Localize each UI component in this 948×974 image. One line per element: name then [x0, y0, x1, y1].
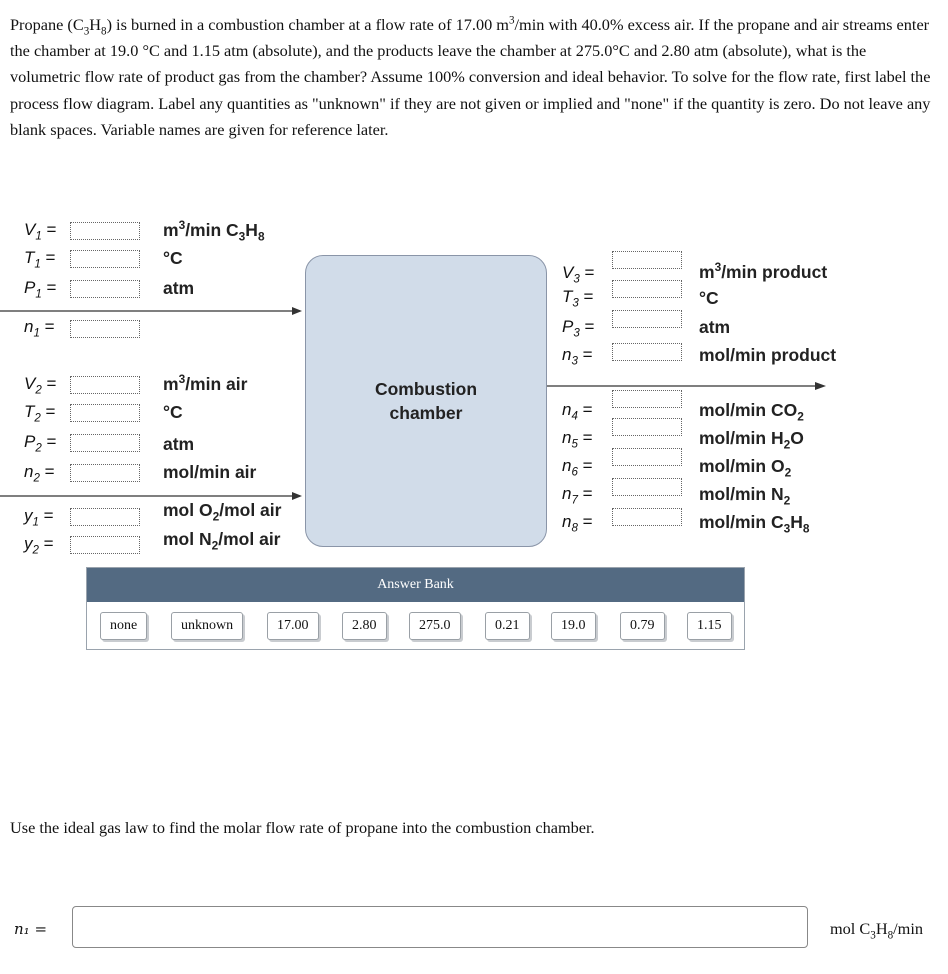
chip-none[interactable]: none [100, 612, 147, 640]
slot-y2[interactable] [70, 536, 140, 554]
var-n5: $n_5$ = [562, 428, 593, 451]
unit-T1: °C [163, 248, 183, 268]
var-P2: $P_2$ = [24, 432, 57, 455]
slot-P2[interactable] [70, 434, 140, 452]
instruction-text: Use the ideal gas law to find the molar flow rate of propane into the combustion chamber. [10, 818, 595, 837]
unit-P2: atm [163, 434, 195, 454]
slot-V3[interactable] [612, 251, 682, 269]
chamber-label-line1: Combustion [374, 379, 478, 399]
slot-n6[interactable] [612, 448, 682, 466]
chip-17-00[interactable]: 17.00 [267, 612, 319, 640]
slot-n5[interactable] [612, 418, 682, 436]
var-T2: $T_2$ = [24, 402, 56, 425]
slot-y1[interactable] [70, 508, 140, 526]
var-n1: $n_1$ = [24, 317, 55, 340]
unit-P1: atm [163, 278, 195, 298]
air-feed-arrowhead [292, 492, 302, 500]
var-y2: $y_2$ = [24, 534, 54, 557]
var-y1: $y_1$ = [24, 506, 54, 529]
slot-n3[interactable] [612, 343, 682, 361]
slot-n2[interactable] [70, 464, 140, 482]
chip-1-15[interactable]: 1.15 [687, 612, 732, 640]
var-T1: $T_1$ = [24, 248, 56, 271]
slot-V1[interactable] [70, 222, 140, 240]
var-V3: $V_3$ = [562, 263, 595, 286]
var-n3: $n_3$ = [562, 345, 593, 368]
unit-n8: mol/min $C_3H_8$ [699, 512, 810, 536]
unit-V3: $m^3/\min$ product [699, 260, 828, 282]
chip-275-0[interactable]: 275.0 [409, 612, 461, 640]
chip-0-21[interactable]: 0.21 [485, 612, 530, 640]
chamber-label-line2: chamber [389, 403, 463, 423]
unit-y2: mol $N_2$/mol air [163, 529, 281, 553]
var-n8: $n_8$ = [562, 512, 593, 535]
slot-T1[interactable] [70, 250, 140, 268]
var-P3: $P_3$ = [562, 317, 595, 340]
var-n2: $n_2$ = [24, 462, 55, 485]
unit-P3: atm [699, 317, 731, 337]
var-n6: $n_6$ = [562, 456, 593, 479]
var-V2: $V_2$ = [24, 374, 57, 397]
unit-n5: mol/min $H_2O$ [699, 428, 804, 452]
answer-unit: mol $C_3H_8/\min$ [830, 919, 923, 942]
process-flow-diagram [0, 210, 948, 560]
combustion-chamber [305, 255, 547, 547]
unit-n2: mol/min air [163, 462, 257, 482]
unit-V1: $m^3/\min$ $C_3H_8$ [163, 218, 265, 244]
slot-V2[interactable] [70, 376, 140, 394]
slot-n4[interactable] [612, 390, 682, 408]
var-n7: $n_7$ = [562, 484, 593, 507]
slot-P3[interactable] [612, 310, 682, 328]
problem-statement: Propane $(C_3H_8)$ is burned in a combustion chamber at a flow rate of 17.00 $m^3/\min$ with 40.0% excess air. If the propane and air streams enter the chamber at 19.0 °C and 1.15 atm (absolute), and the products leave the chamber at 275.0°C and 2.80 atm (absolute), what is the volumetric flow rate of product gas from the chamber? Assume 100% conversion and ideal behavior. To solve for the flow rate, first label the process flow diagram. Label any quantities as "unknown" if they are not given or implied and "none" if the quantity is zero. Do not leave any blank spaces. Variable names are given for reference later. [10, 14, 931, 139]
chip-2-80[interactable]: 2.80 [342, 612, 387, 640]
slot-P1[interactable] [70, 280, 140, 298]
unit-T3: °C [699, 288, 719, 308]
slot-n8[interactable] [612, 508, 682, 526]
var-T3: $T_3$ = [562, 287, 594, 310]
unit-n7: mol/min $N_2$ [699, 484, 791, 508]
slot-T2[interactable] [70, 404, 140, 422]
slot-T3[interactable] [612, 280, 682, 298]
var-V1: $V_1$ = [24, 220, 57, 243]
var-P1: $P_1$ = [24, 278, 57, 301]
unit-V2: $m^3/\min$ air [163, 372, 248, 394]
unit-y1: mol $O_2$/mol air [163, 500, 282, 524]
slot-n1[interactable] [70, 320, 140, 338]
unit-n6: mol/min $O_2$ [699, 456, 792, 480]
answer-bank [86, 567, 745, 650]
unit-n4: mol/min $CO_2$ [699, 400, 804, 424]
var-n4: $n_4$ = [562, 400, 593, 423]
chip-19-0[interactable]: 19.0 [551, 612, 596, 640]
unit-n3: mol/min product [699, 345, 837, 365]
unit-T2: °C [163, 402, 183, 422]
chip-0-79[interactable]: 0.79 [620, 612, 665, 640]
slot-n7[interactable] [612, 478, 682, 496]
answer-label: n₁ = [14, 920, 48, 938]
product-arrowhead [815, 382, 826, 390]
propane-feed-arrowhead [292, 307, 302, 315]
chip-unknown[interactable]: unknown [171, 612, 243, 640]
answer-bank-title: Answer Bank [87, 568, 744, 602]
answer-input[interactable] [72, 906, 808, 948]
